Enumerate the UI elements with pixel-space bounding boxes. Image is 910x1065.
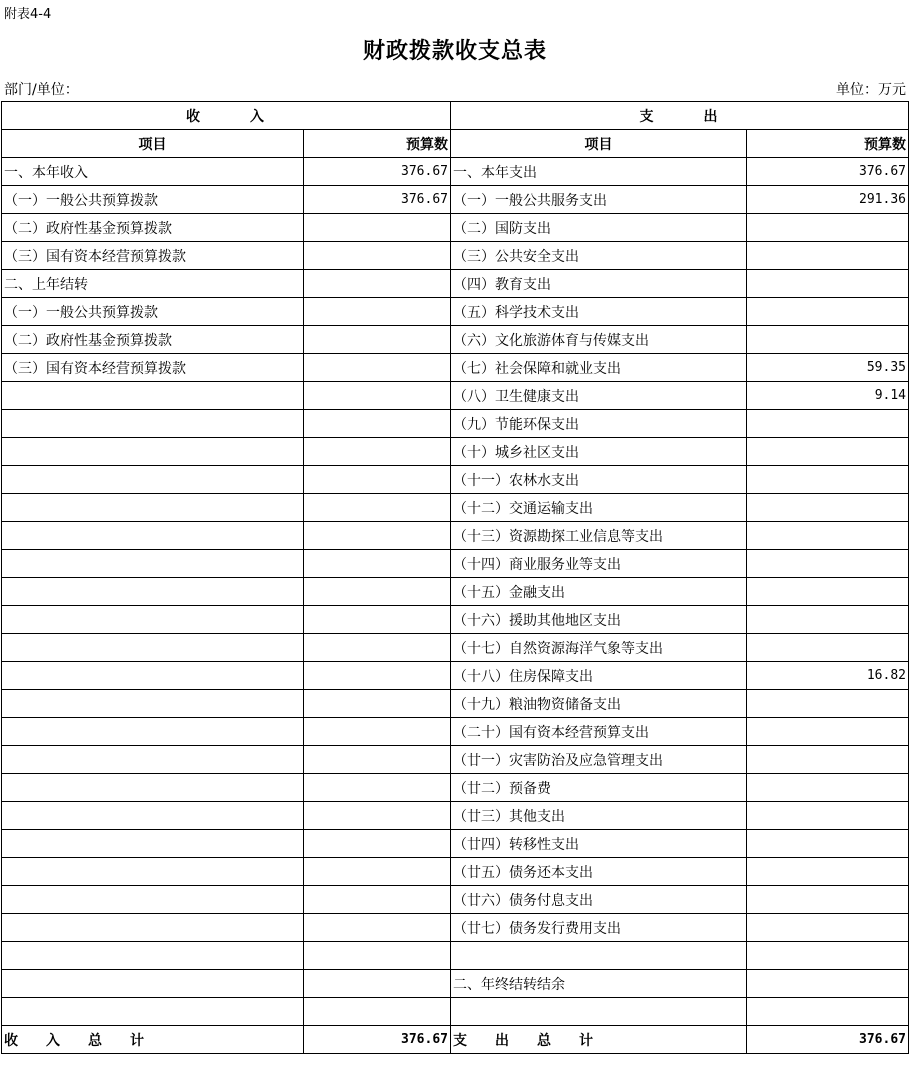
table-row [2,466,909,494]
expense-value-cell [747,942,909,970]
income-value-cell [304,242,451,270]
table-row [2,606,909,634]
expense-item-cell: （廿三）其他支出 [451,802,747,830]
expense-item-cell: （十一）农林水支出 [451,466,747,494]
expense-value-cell [747,242,909,270]
income-item-cell: （二）政府性基金预算拨款 [2,214,304,242]
table-row [2,746,909,774]
expense-value-cell [747,298,909,326]
table-row [2,438,909,466]
income-item-cell [2,746,304,774]
expense-value-cell [747,886,909,914]
expense-item-cell: （廿五）债务还本支出 [451,858,747,886]
table-row [2,998,909,1026]
table-row [2,522,909,550]
income-item-cell: （三）国有资本经营预算拨款 [2,354,304,382]
expense-value-cell: 376.67 [747,158,909,186]
table-row [2,914,909,942]
income-item-cell [2,578,304,606]
income-value-cell [304,914,451,942]
income-value-cell [304,774,451,802]
expense-item-cell: （十二）交通运输支出 [451,494,747,522]
expense-value-cell [747,494,909,522]
expense-value-cell [747,634,909,662]
expense-value-cell: 9.14 [747,382,909,410]
income-item-cell: （二）政府性基金预算拨款 [2,326,304,354]
dept-label: 部门/单位： [4,82,79,98]
income-value-cell [304,382,451,410]
income-item-cell [2,858,304,886]
income-item-cell [2,690,304,718]
expense-item-cell: （四）教育支出 [451,270,747,298]
income-item-header: 项目 [2,130,304,158]
income-value-cell [304,634,451,662]
table-row [2,690,909,718]
income-item-cell [2,886,304,914]
income-item-cell [2,466,304,494]
expense-item-cell: （十三）资源勘探工业信息等支出 [451,522,747,550]
expense-item-cell: （廿四）转移性支出 [451,830,747,858]
column-header-row [2,130,909,158]
expense-value-cell: 16.82 [747,662,909,690]
table-row [2,354,909,382]
table-row [2,494,909,522]
expense-item-cell: （十五）金融支出 [451,578,747,606]
expense-item-cell: （九）节能环保支出 [451,410,747,438]
income-value-cell [304,942,451,970]
expense-item-cell: （二十）国有资本经营预算支出 [451,718,747,746]
expense-item-cell [451,998,747,1026]
expense-value-cell [747,550,909,578]
expense-budget-header: 预算数 [747,130,909,158]
expense-section-header: 支 出 [451,102,909,130]
expense-value-cell [747,970,909,998]
income-item-cell [2,382,304,410]
income-item-cell [2,410,304,438]
expense-value-cell [747,914,909,942]
table-row [2,242,909,270]
expense-value-cell [747,718,909,746]
attachment-label: 附表4-4 [4,7,52,22]
income-value-cell [304,578,451,606]
expense-item-cell: （七）社会保障和就业支出 [451,354,747,382]
income-item-cell [2,494,304,522]
income-value-cell [304,802,451,830]
table-row [2,158,909,186]
table-row [2,382,909,410]
income-item-cell: （三）国有资本经营预算拨款 [2,242,304,270]
income-value-cell: 376.67 [304,186,451,214]
table-row [2,774,909,802]
income-item-cell [2,998,304,1026]
table-row [2,186,909,214]
income-section-header: 收 入 [2,102,451,130]
income-value-cell [304,858,451,886]
expense-item-cell: （廿七）债务发行费用支出 [451,914,747,942]
income-value-cell [304,438,451,466]
income-value-cell [304,494,451,522]
expense-value-cell [747,746,909,774]
expense-value-cell: 59.35 [747,354,909,382]
budget-table [1,101,909,1054]
expense-value-cell [747,326,909,354]
income-total-label: 收 入 总 计 [2,1026,304,1054]
expense-item-cell: （十六）援助其他地区支出 [451,606,747,634]
income-value-cell [304,298,451,326]
unit-label: 单位：万元 [836,82,906,98]
income-item-cell: （一）一般公共预算拨款 [2,186,304,214]
expense-value-cell [747,522,909,550]
income-value-cell [304,550,451,578]
expense-item-cell: （廿二）预备费 [451,774,747,802]
expense-item-cell [451,942,747,970]
income-value-cell [304,466,451,494]
expense-item-header: 项目 [451,130,747,158]
expense-item-cell: （十七）自然资源海洋气象等支出 [451,634,747,662]
table-row [2,886,909,914]
income-item-cell: 一、本年收入 [2,158,304,186]
expense-item-cell: （廿六）债务付息支出 [451,886,747,914]
expense-value-cell [747,270,909,298]
income-item-cell [2,438,304,466]
income-value-cell [304,214,451,242]
expense-value-cell: 291.36 [747,186,909,214]
table-row [2,578,909,606]
expense-total-value: 376.67 [747,1026,909,1054]
expense-value-cell [747,774,909,802]
expense-item-cell: （十）城乡社区支出 [451,438,747,466]
expense-item-cell: （十九）粮油物资储备支出 [451,690,747,718]
table-row [2,326,909,354]
income-item-cell [2,606,304,634]
expense-item-cell: （一）一般公共服务支出 [451,186,747,214]
income-item-cell [2,522,304,550]
expense-item-cell: （二）国防支出 [451,214,747,242]
total-row [2,1026,909,1054]
page-title: 财政拨款收支总表 [362,39,547,64]
expense-item-cell: （八）卫生健康支出 [451,382,747,410]
income-value-cell [304,970,451,998]
income-value-cell [304,830,451,858]
table-row [2,718,909,746]
income-total-value: 376.67 [304,1026,451,1054]
expense-item-cell: （五）科学技术支出 [451,298,747,326]
expense-item-cell: （十八）住房保障支出 [451,662,747,690]
table-row [2,802,909,830]
table-row [2,970,909,998]
income-value-cell [304,606,451,634]
income-item-cell [2,550,304,578]
income-item-cell: （一）一般公共预算拨款 [2,298,304,326]
table-row [2,410,909,438]
income-value-cell [304,998,451,1026]
table-row [2,214,909,242]
expense-value-cell [747,830,909,858]
table-row [2,550,909,578]
expense-total-label: 支 出 总 计 [451,1026,747,1054]
income-item-cell [2,970,304,998]
income-value-cell [304,690,451,718]
income-item-cell: 二、上年结转 [2,270,304,298]
income-value-cell [304,270,451,298]
expense-value-cell [747,606,909,634]
expense-value-cell [747,858,909,886]
section-header-row [2,102,909,130]
income-value-cell [304,410,451,438]
income-value-cell [304,326,451,354]
income-item-cell [2,634,304,662]
table-row [2,858,909,886]
income-item-cell [2,942,304,970]
income-item-cell [2,830,304,858]
expense-item-cell: （十四）商业服务业等支出 [451,550,747,578]
table-row [2,270,909,298]
income-value-cell [304,662,451,690]
table-row [2,634,909,662]
income-value-cell [304,718,451,746]
income-value-cell [304,522,451,550]
expense-value-cell [747,578,909,606]
income-budget-header: 预算数 [304,130,451,158]
income-value-cell [304,886,451,914]
expense-item-cell: （六）文化旅游体育与传媒支出 [451,326,747,354]
expense-item-cell: （三）公共安全支出 [451,242,747,270]
expense-value-cell [747,438,909,466]
expense-item-cell: 一、本年支出 [451,158,747,186]
income-item-cell [2,718,304,746]
expense-value-cell [747,466,909,494]
table-row [2,942,909,970]
table-row [2,830,909,858]
table-row [2,662,909,690]
expense-value-cell [747,802,909,830]
income-value-cell [304,354,451,382]
expense-value-cell [747,998,909,1026]
expense-value-cell [747,410,909,438]
income-value-cell [304,746,451,774]
expense-value-cell [747,214,909,242]
expense-item-cell: （廿一）灾害防治及应急管理支出 [451,746,747,774]
income-value-cell: 376.67 [304,158,451,186]
expense-item-cell: 二、年终结转结余 [451,970,747,998]
income-item-cell [2,662,304,690]
table-row [2,298,909,326]
expense-value-cell [747,690,909,718]
income-item-cell [2,802,304,830]
income-item-cell [2,914,304,942]
income-item-cell [2,774,304,802]
